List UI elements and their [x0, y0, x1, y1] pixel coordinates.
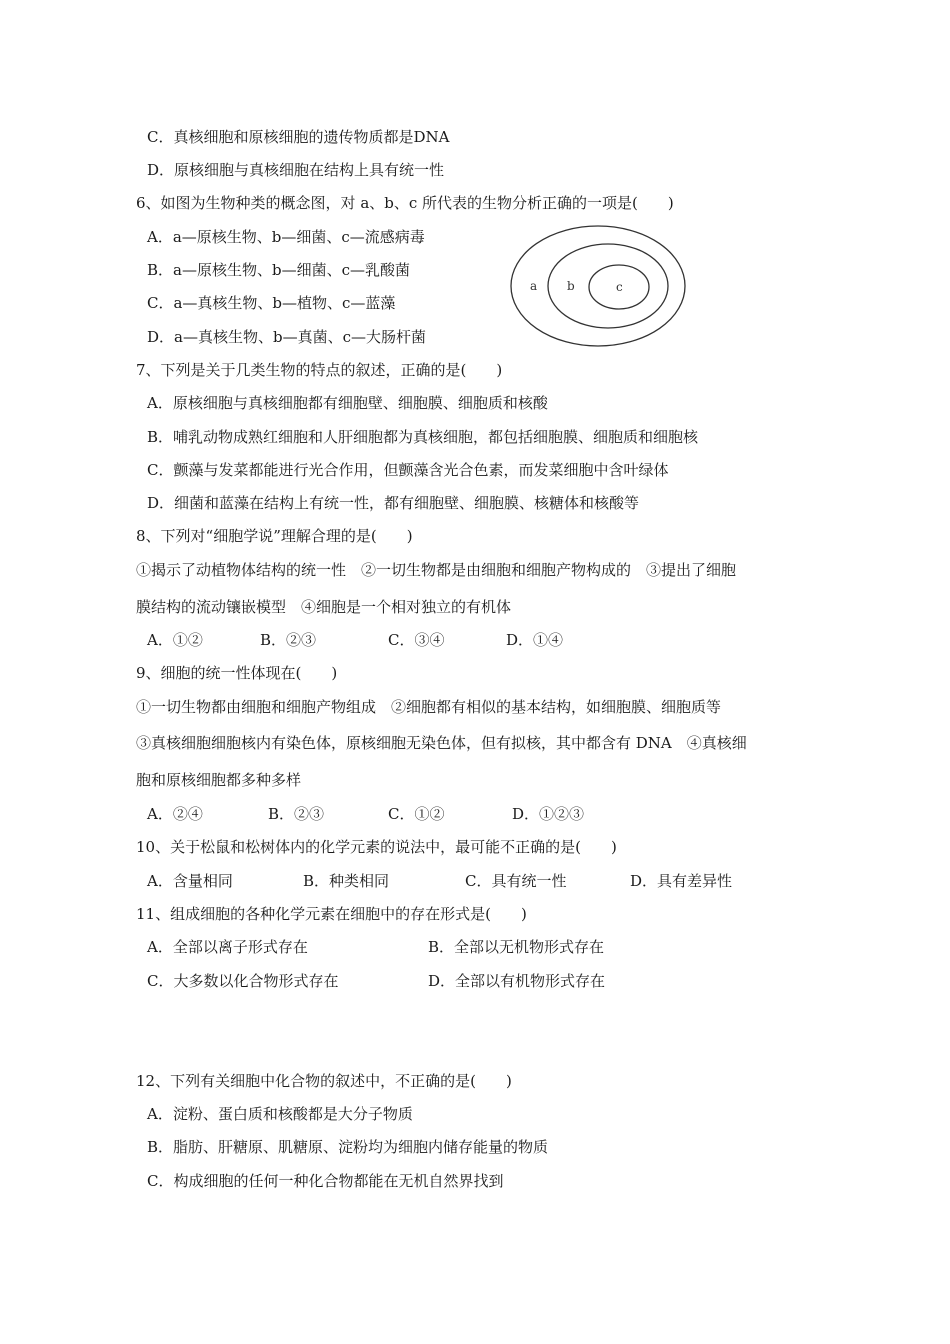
q12-option-a: A．淀粉、蛋白质和核酸都是大分子物质: [147, 1105, 413, 1123]
q8-stem: 8、下列对“细胞学说”理解合理的是( ): [136, 527, 413, 545]
q5-option-d: D．原核细胞与真核细胞在结构上具有统一性: [147, 161, 445, 179]
q9-statement-line-2: ③真核细胞细胞核内有染色体，原核细胞无染色体，但有拟核，其中都含有 DNA ④真核细: [136, 734, 747, 752]
q7-option-a: A．原核细胞与真核细胞都有细胞壁、细胞膜、细胞质和核酸: [147, 394, 548, 412]
q6-option-b: B．a—原核生物、b—细菌、c—乳酸菌: [147, 261, 410, 279]
venn-middle-ellipse: [548, 244, 668, 328]
q12-option-c: C．构成细胞的任何一种化合物都能在无机自然界找到: [147, 1172, 504, 1190]
q9-option-a: A．②④: [147, 805, 203, 823]
q12-stem: 12、下列有关细胞中化合物的叙述中，不正确的是( ): [136, 1072, 512, 1090]
q11-option-d: D．全部以有机物形式存在: [428, 972, 606, 990]
q6-option-d: D．a—真核生物、b—真菌、c—大肠杆菌: [147, 328, 426, 346]
q8-option-c: C．③④: [388, 631, 445, 649]
venn-label-c: c: [616, 280, 623, 294]
q10-option-d: D．具有差异性: [630, 872, 733, 890]
q5-option-c: C．真核细胞和原核细胞的遗传物质都是DNA: [147, 128, 450, 146]
q8-option-d: D．①④: [506, 631, 564, 649]
q9-option-c: C．①②: [388, 805, 445, 823]
q6-option-c: C．a—真核生物、b—植物、c—蓝藻: [147, 294, 396, 312]
q9-stem: 9、细胞的统一性体现在( ): [136, 664, 338, 682]
q8-statement-line-1: ①揭示了动植物体结构的统一性 ②一切生物都是由细胞和细胞产物构成的 ③提出了细胞: [136, 561, 737, 579]
q9-option-d: D．①②③: [512, 805, 585, 823]
q9-option-b: B．②③: [268, 805, 325, 823]
q12-option-b: B．脂肪、肝糖原、肌糖原、淀粉均为细胞内储存能量的物质: [147, 1138, 549, 1156]
q7-option-d: D．细菌和蓝藻在结构上有统一性，都有细胞壁、细胞膜、核糖体和核酸等: [147, 494, 640, 512]
q10-option-a: A．含量相同: [147, 872, 233, 890]
q8-statement-line-2: 膜结构的流动镶嵌模型 ④细胞是一个相对独立的有机体: [136, 598, 512, 616]
venn-label-b: b: [567, 279, 575, 293]
venn-label-a: a: [530, 279, 538, 293]
q11-option-c: C．大多数以化合物形式存在: [147, 972, 339, 990]
q7-option-c: C．颤藻与发菜都能进行光合作用，但颤藻含光合色素，而发菜细胞中含叶绿体: [147, 461, 669, 479]
q7-stem: 7、下列是关于几类生物的特点的叙述，正确的是( ): [136, 361, 503, 379]
q9-statement-line-3: 胞和原核细胞都多种多样: [136, 771, 302, 789]
q7-option-b: B．哺乳动物成熟红细胞和人肝细胞都为真核细胞，都包括细胞膜、细胞质和细胞核: [147, 428, 699, 446]
q8-option-a: A．①②: [147, 631, 203, 649]
q6-option-a: A．a—原核生物、b—细菌、c—流感病毒: [147, 228, 425, 246]
q9-statement-line-1: ①一切生物都由细胞和细胞产物组成 ②细胞都有相似的基本结构，如细胞膜、细胞质等: [136, 698, 722, 716]
q10-stem: 10、关于松鼠和松树体内的化学元素的说法中，最可能不正确的是( ): [136, 838, 617, 856]
q8-option-b: B．②③: [260, 631, 317, 649]
q10-option-b: B．种类相同: [303, 872, 390, 890]
q11-option-b: B．全部以无机物形式存在: [428, 938, 605, 956]
q6-stem: 6、如图为生物种类的概念图，对 a、b、c 所代表的生物分析正确的一项是( ): [136, 194, 674, 212]
q11-option-a: A．全部以离子形式存在: [147, 938, 308, 956]
concept-venn-diagram: [508, 223, 688, 349]
q10-option-c: C．具有统一性: [465, 872, 567, 890]
q11-stem: 11、组成细胞的各种化学元素在细胞中的存在形式是( ): [136, 905, 527, 923]
